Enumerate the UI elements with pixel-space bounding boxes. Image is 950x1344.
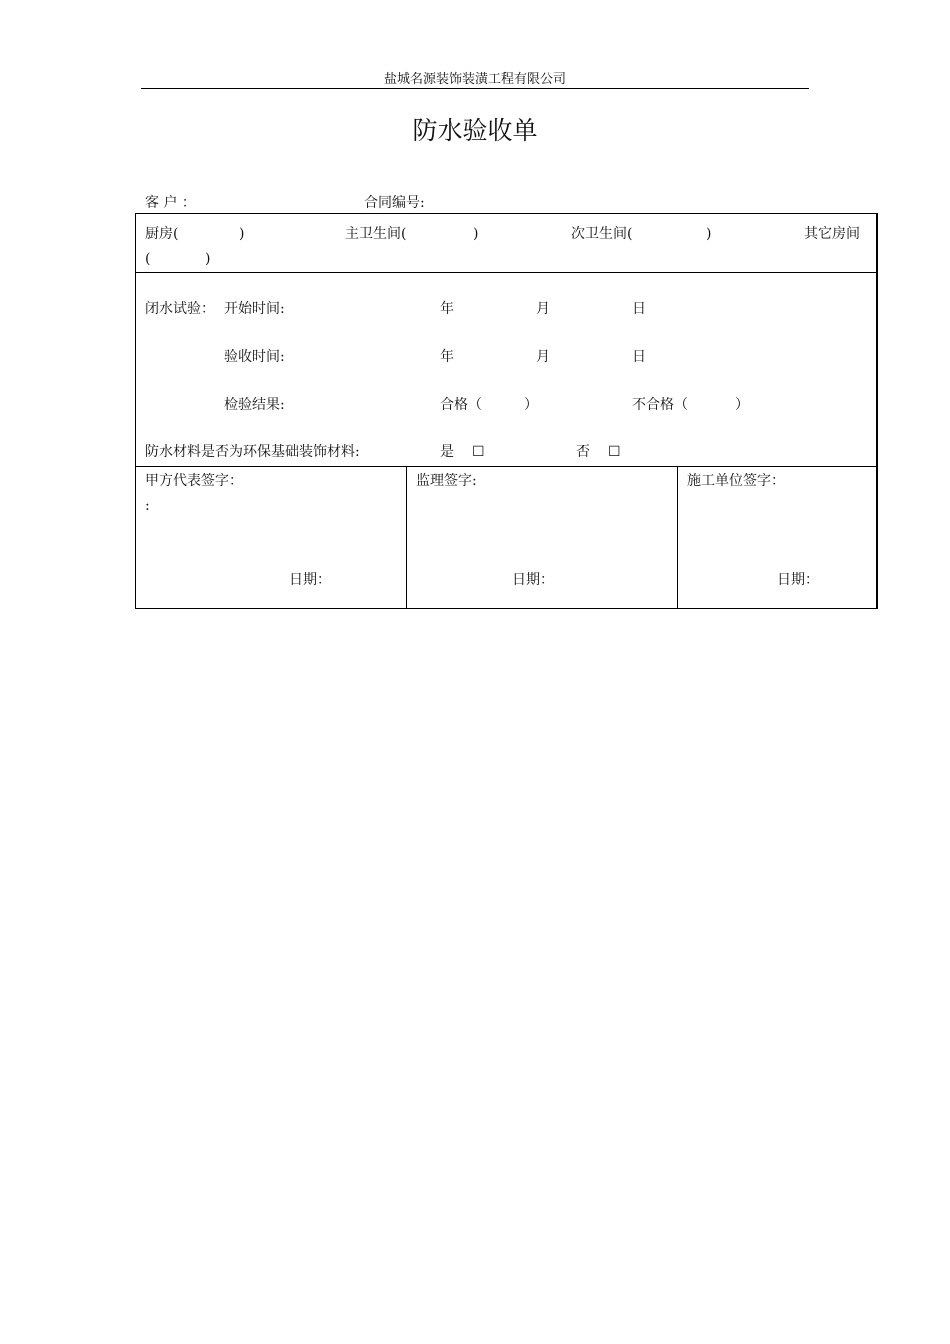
no-checkbox[interactable]: ☐ [608,444,621,460]
yes-label: 是 [440,444,454,460]
pass-close: ） [524,397,538,413]
yes-checkbox[interactable]: ☐ [472,444,485,460]
party-a-colon: : [145,498,150,514]
second-bathroom-close: ) [706,226,712,242]
pass-label: 合格（ [440,397,482,413]
closed-water-test-label: 闭水试验： [145,301,215,317]
kitchen-label: 厨房( [145,226,179,242]
supervisor-signature-label: 监理签字: [416,473,477,489]
start-day-label: 日 [632,301,646,317]
signature-divider-1 [406,466,407,609]
signature-divider-2 [677,466,678,609]
kitchen-close: ) [239,226,245,242]
accept-year-label: 年 [440,349,454,365]
accept-month-label: 月 [536,349,550,365]
fail-close: ） [735,397,749,413]
start-time-label: 开始时间: [224,301,285,317]
fail-label: 不合格（ [632,397,688,413]
other-rooms-label: 其它房间 [804,226,860,242]
header-divider [141,88,809,89]
customer-label: 客 户 ： [145,195,196,211]
start-month-label: 月 [536,301,550,317]
contractor-date-label: 日期： [777,572,819,588]
second-bathroom-label: 次卫生间( [571,226,633,242]
start-year-label: 年 [440,301,454,317]
party-a-signature-label: 甲方代表签字： [145,473,243,489]
test-row-divider [135,466,877,467]
form-outer-edge [877,213,878,609]
supervisor-date-label: 日期： [512,572,554,588]
other-rooms-open: ( [145,251,151,267]
contractor-signature-label: 施工单位签字： [687,473,785,489]
eco-material-question: 防水材料是否为环保基础装饰材料: [145,444,360,460]
accept-day-label: 日 [632,349,646,365]
party-a-date-label: 日期： [289,572,331,588]
no-label: 否 [576,444,590,460]
acceptance-time-label: 验收时间: [224,349,285,365]
master-bathroom-label: 主卫生间( [345,226,407,242]
page-title: 防水验收单 [412,116,538,145]
rooms-row-divider [135,272,877,273]
company-name: 盐城名源装饰装潢工程有限公司 [383,72,566,87]
master-bathroom-close: ) [473,226,479,242]
inspection-result-label: 检验结果: [224,397,285,413]
other-rooms-close: ) [205,251,211,267]
contract-number-label: 合同编号: [364,195,425,211]
